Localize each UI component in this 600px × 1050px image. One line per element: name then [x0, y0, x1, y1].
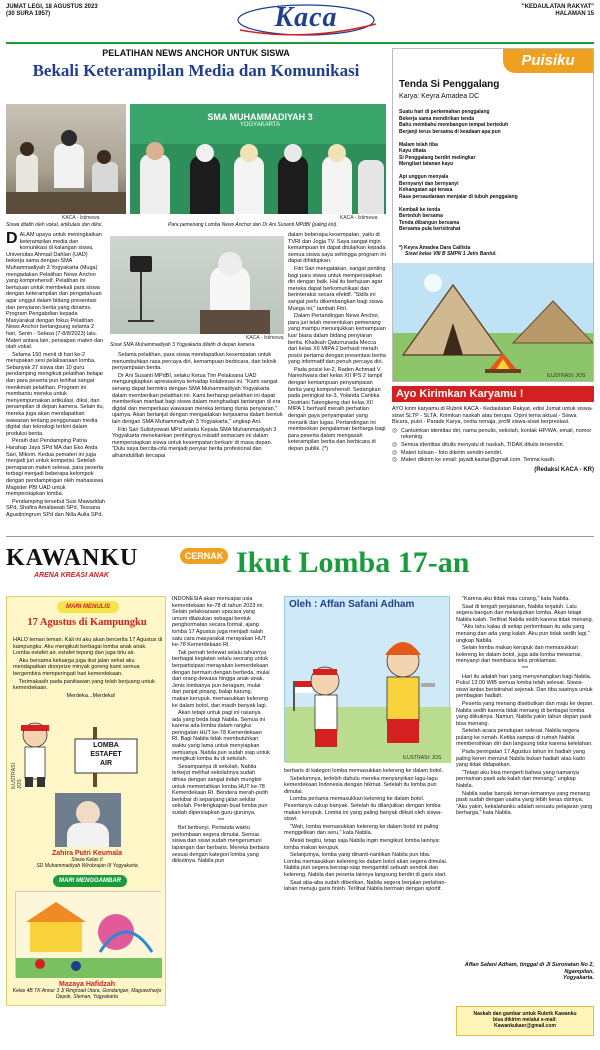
date-line1: JUMAT LEGI, 18 AGUSTUS 2023 — [6, 4, 98, 10]
footer-line2: bisa dikirim melalui e-mail: — [493, 1017, 557, 1024]
poem-title: Tenda Si Penggalang — [399, 79, 500, 90]
poem-line: Tenda dibangun bersama — [399, 219, 460, 226]
cernak-col3-sep: *** — [521, 665, 529, 672]
author-bio1: Affan Safani Adham, tinggal di Jl Suronatan No 2, Ngampilan, — [464, 962, 594, 975]
menggambar-badge-text: MARI MENGGAMBAR — [59, 878, 121, 884]
cernak-col3-p5: Hari itu adalah hari yang menyenangkan bagi Nabila. Pukul 13.00 WIB semua lomba telah selesai. Siswa-siswi lantas beristirahat sejenak. Dan tiba saatnya untuk pembagian hadiah. — [456, 673, 593, 700]
estafet-sign — [75, 741, 137, 768]
poem-body — [399, 109, 589, 233]
kawanku-sub: ARENA KREASI ANAK — [34, 572, 109, 579]
article1-col2-p3: Fitri Sari Sulistyowati MPd selaku Kepala SMA Muhammadiyah 3 Yogyakarta menekankan pentingnya inisiatif semacam ini dalam mempersiapkan siswa untuk kesempatan berkarir di masa depan. "Dulu saya bercita-cita menjadi penyiar berita profesional dan alhamdulillah tercapai — [112, 426, 277, 459]
cernak-col1-p3: Akan tetapi untuk pagi ini rasanya ada yang beda bagi Nabila. Semua ini karena ada lomba dalam rangka peringatan HUT ke-78 Kemerdekaan RI. Bagi Nabila tidak membutuhkan waktu yang lama untuk menyiapkan semuanya. Nabila pun sudah siap untuk mengikuti lomba itu di sekolah. — [172, 710, 270, 763]
poem-line: Berteduh bersama — [399, 213, 443, 219]
cernak-col1-sep: *** — [217, 817, 225, 824]
photo3-caption: Siswi SMA Muhammadiyah 3 Yogyakarta dilatih di depan kamera. — [110, 342, 256, 348]
logo-text: Kaca — [274, 2, 338, 33]
article-title: Bekali Keterampilan Media dan Komunikasi — [32, 61, 360, 80]
poem-line: Mengitari tatanan kayu — [399, 161, 454, 167]
ayo-item: ◎ Semua identitas ditulis menyatu di naskah, TIDAK ditulis tersendiri. — [392, 442, 594, 449]
poem-line: Kehangatan api terasa — [399, 187, 453, 193]
cernak-col2-p5: Meski begitu, tetap saja Nabila ingin mengikuti lomba lainnya: lomba makan kerupuk. — [284, 837, 441, 851]
poem-line: Berjanji terus bersama di keadaan apa pun — [399, 128, 501, 135]
article1-col3-p2: Fitri Sari mengatakan, sangat penting bagi para siswa untuk mempersiapkan diri dengan baik. Hal itu bertujuan agar mereka dapat berkomunikasi dan berinteraksi secara efektif. "Skills ini sangat perlu dikembangkan bagi siswa Muega ini," tambah Fitri. — [288, 265, 386, 312]
drawer-info — [11, 981, 163, 1000]
poem-line: Malam telah tiba — [399, 141, 438, 148]
poem-line: Bersama pula beristirahat — [399, 226, 461, 232]
menulis-badge-text: MARI MENULIS — [66, 604, 110, 610]
writer-info — [11, 850, 163, 869]
page-number: HALAMAN 15 — [555, 11, 594, 17]
photo2-sign — [200, 112, 320, 142]
photo-training-class — [6, 104, 126, 214]
photo-camera-training — [110, 236, 284, 334]
ayo-kirim-box — [392, 386, 594, 473]
sign-line3: AIR — [99, 760, 113, 767]
poem-line: Si Penggalang berdiri melingkar — [399, 154, 476, 161]
cernak-col3-p7: Setelah acara penutupan selesai, Nabila segera pulang ke rumah. Ketika sampai di rumah Nabila membersihkan diri dan langsung tidur karena kelelahan. — [456, 728, 593, 748]
ayo-title: Ayo Kirimkan Karyamu ! — [392, 386, 594, 402]
menulis-title: 17 Agustus di Kampungku — [27, 617, 147, 628]
menulis-badge — [57, 601, 119, 613]
ayo-signoff: (Redaksi KACA - KR) — [534, 466, 594, 473]
cernak-col3-p1: "Karena aku tidak mau curang," kata Nabila. — [462, 596, 570, 602]
drawer-name: Mazaya Hafidzah — [58, 981, 116, 988]
drawer-detail2: Depok, Sleman, Yogyakarta — [56, 994, 118, 1001]
cernak-author-bio — [456, 962, 594, 982]
article1-col2-p1: Selama pelatihan, para siswa mendapatkan kesempatan untuk menumbuhkan rasa percaya diri, kemampuan berbicara, dan teknik penyampaian berita. — [112, 352, 277, 372]
photo1-caption: Siswa dilatih oleh vokal, artikulasi dan diksi. — [6, 222, 103, 228]
photo2-sign-text: SMA MUHAMMADIYAH 3 — [207, 112, 313, 122]
cernak-byline: Oleh : Affan Safani Adham — [289, 599, 415, 610]
drawer-detail1: Kelas 4B TK Annur 3 Jl Ringroad Utara, Gondangan, Maguwoharjo — [12, 988, 162, 994]
cernak-illustration — [284, 596, 450, 762]
cernak-badge-text: CERNAK — [184, 551, 224, 561]
cernak-col2 — [284, 768, 448, 894]
cernak-col3 — [456, 596, 594, 818]
ayo-intro: AYO kirim karyamu di Rubrik KACA - Kedaulatan Rakyat, edisi Jumat untuk siswa-siswi SLTP - SLTA. Kirimkan naskah atau berupa: Opini tema aktual - Siswa Bicara, puisi - Parade Karya, cerita remaja, profil siswa-siswi berprestasi. — [392, 406, 593, 426]
kawanku-logo — [6, 544, 182, 590]
sign-line2: ESTAFET — [90, 751, 122, 758]
article1-col1-p2: Selama 150 menit di hari ke-2 merupakan sesi pelaksanaan lomba. Sebanyak 27 siswa dan 10 guru pendamping mengikuti pelatihan belajar dan para peserta pun terlihat sangat menikmati pelatihan. Program ini membantu mereka untuk menyempurnakan artikulasi, diksi, dan penampilan di depan kamera. Selain itu, mereka juga akan mendapatkan wawasan tentang penggunaan media digital dan teknologi terkini dalam produksi berita. — [6, 351, 105, 437]
kaca-logo — [226, 0, 386, 40]
camp-illustration — [393, 263, 593, 381]
cernak-col1-p1: INDONESIA akan mencapai usia kemerdekaan ke-78 di tahun 2023 ini. Selain pelaksanaan upacara yang umum dilakukan sebagai bentuk penghormatan secara formal, ajang lomba 17 Agustus juga menjadi salah satu cara masyarakat merayakan HUT ke-78 Kemerdekaan RI. — [172, 596, 267, 649]
header-right — [522, 4, 594, 18]
menulis-p1: HALO teman teman. Kali ini aku akan bercerita 17 Agustus di kampungku. Aku mengikuti berbagai lomba anak anak. Lomba estafet air, estafet tepung dan juga tiriu air. — [13, 637, 163, 657]
article1-col1-p3: Peraih dari Pendamping Patria Harahap Jaya SPd MA dan Eko Anda Sari, Mikom. Kedua pemateri ini juga menjadi juri untuk kompetisi. Setelah pemaparan materi selesai, para peserta terbagi menjadi beberapa kelompok dengan pendampingan oleh mahasiswa Magister PBI UAD untuk mempersiapkan lomba. — [6, 438, 104, 498]
writer-name: Zahira Putri Keumala — [51, 850, 123, 857]
poem-line: Kembali ke tenda — [399, 206, 441, 213]
ayo-items — [392, 428, 594, 464]
photo-winners — [130, 104, 386, 214]
cernak-title: Ikut Lomba 17-an — [236, 546, 470, 579]
poem-line: Bahu membahu membangun tempat berteduh — [399, 122, 509, 128]
cernak-col1-p2: Tak pernah terlewat selalu tahunnya berbagai kegiatan selalu seorang untuk berpartisipasi merayakan kemerdekaan dengan bermain dengan berbeda, mulai dari orang dewasa hingga anak-anak. Jenis lombanya pun beragam, mulai dari panjat pinang, balap karung, makan kerupuk, memasukkan kelereng ke dalam botol, dan masih banyak lagi. — [172, 649, 270, 709]
cernak-col2-p4: "Wah, lomba memasukkan kelereng ke dalam botol ini paling menggelikan dan seru," kata Nabila. — [284, 823, 439, 837]
menulis-p3: Terimakasih pada panitiawan yang telah berjuang untuk kemerdekaan. — [13, 678, 155, 692]
article1-col3-p3: Dalam Pertandingan News Anchor, para juri telah menentukan pemenang yang mampu menunjukkan kemampuan luar biasa dalam bidang penyiaran berita. Khalisah Qaturrunada Mecca dari kelas XII MIPA 2 berhasil meraih posisi pertama dengan presentasi berita yang informatif dan penuh percaya diri. — [288, 313, 386, 366]
mari-menulis-box — [6, 596, 166, 1006]
poem-line: Kayu ditata — [399, 148, 426, 154]
poem-author: Karya: Keyra Amadea DC — [399, 93, 480, 100]
writer-class: Siswa Kelas II — [71, 857, 103, 863]
photo1-credit: KACA - Istimewa — [62, 215, 100, 221]
poem-line: Rasa persaudaraan menjalar di tubuh penggalang — [399, 193, 518, 200]
article1-col2-p2: Dr Ani Susanti MPdBI, selaku Ketua Tim Pelaksana UAD mengungkapkan apresiasinya terhadap kolaborasi ini. "Kami sangat senang dapat bermitra dengan SMA Muhammadiyah Yogyakarta dalam memberikan pelatihan ini. Kami berharap pelatihan ini dapat memberikan manfaat bagi siswa dalam menghadapi tantangan di era digital dan memperluas wawasan mereka tentang dunia penyiaran," ujarnya. Akan berlanjut dengan mengadakan kerjasama dalam bentuk lain dengan SMA Muhammadiyah 3 Yogyakarta," ungkap Ani. — [112, 372, 283, 425]
article1-col3-p1: dalam beberapa kesempatan, yaitu di TVRI dan Jogja TV. Saya sangat ingin kemampuan ini dapat ditularkan kepada semua siswa saya sehingga program ini dapat dihidupkan. — [288, 232, 386, 265]
cernak-col2-p2: Sebelumnya, terlebih dahulu mereka menyanyikan lagu-lagu kemerdekaan Indonesia dengan hikmat. Setelah itu lomba pun dimulai. — [284, 775, 438, 795]
writer-photo — [55, 793, 121, 847]
ayo-item: ◎ Materi tulisan - foto dikirim sendiri-sendiri. — [392, 450, 594, 457]
cernak-col3-p6: Peserta yang menang disebutkan dan maju ke depan. Nabila sedih karena tidak menang di berbagai lomba yang diikutinya. Namun, Nabila yakin tahun depan pasti bisa menang. — [456, 700, 594, 727]
poem-credit-school: Siswi kelas VIII B SMPN 1 Jetis Bantul. — [405, 251, 497, 258]
article1-col2 — [112, 352, 284, 461]
ayo-item: ◎ Materi dikirim ke email: jayadi.kastar@gmail.com. Terima kasih. — [392, 457, 594, 464]
poem-credit — [399, 245, 589, 257]
cernak-col3-p9: "Tetapi aku bisa mengerti bahwa yang namanya permainan pasti ada kalah dan menang," ungkap Nabila. — [456, 769, 579, 790]
puisiku-box — [392, 48, 594, 382]
photo3-credit: KACA - Istimewa — [246, 335, 284, 341]
footer-line1: Naskah dan gambar untuk Rubrik Kawanku — [473, 1011, 577, 1017]
menulis-p2: Aku bersama keluarga juga ikut jalan sehat aku mendapatkan doorprize minyak goreng kami semua bergembira memperingati hari kemerdekaan. — [13, 657, 140, 677]
cernak-col1-p4: Sesampainya di sekolah, Nabila terkejut melihat sekolahnya sudah dihias dengan sangat indah mungkin untuk memeriahkan lomba HUT ke-78 Kemerdekaan RI. Bendera merah-putih berkibar di sepanjang jalan sekitar sekolah. Perlengkapan buat lomba pun sudah dipersiapkan guru-gurunya. — [172, 763, 268, 816]
cernak-col2-p3: Lomba pertama memasukkan kelereng ke dalam botol. Pesertanya cukup banyak. Setelah itu dilanjutkan dengan lomba makan kerupuk. Lomba ini yang paling banyak diikuti oleh siswa-siswi. — [284, 796, 443, 823]
poem-line: Api unggun menyala — [399, 174, 449, 180]
poem-illus-credit: ILUSTRASI: JOS — [547, 373, 586, 379]
author-bio2: Yogyakarta. — [563, 975, 594, 982]
child-drawing — [15, 891, 161, 977]
menulis-p4: Merdeka...Merdeka! — [66, 692, 116, 699]
poem-line: Bekerja sama mendirikan tenda — [399, 115, 475, 122]
photo2-caption: Para pemenang Lomba News Anchor dan Dr Ani Susanti MPdBI (paling kiri). — [168, 222, 338, 228]
section-divider — [6, 536, 594, 537]
writer-school: SD Muhammadiyah Wirobrajan III Yogyakarta — [36, 863, 138, 870]
cernak-badge — [180, 548, 228, 564]
photo2-sign-sub: YOGYAKARTA — [239, 122, 281, 128]
cernak-col3-p10: Nabila sadar banyak teman-temannya yang menang pasti sudah dengan usaha yang lebih keras darinya. "Aku yakin, kekalahanku adalah sesuatu pelajaran yang berharga," kata Nabila. — [456, 790, 593, 817]
header-rule — [6, 42, 594, 44]
cernak-col3-p2: Saat di tengah perjalanan, Nabila terjatuh. Lalu segera bangun dan melanjutkan lomba. Akan tetapi Nabila kalah. Terlihat Nabila sedih karena tidak menang. — [456, 603, 594, 623]
cernak-col3-p3: "Aku tahu kalau di setiap perlombaan itu ada yang menang dan ada yang kalah. Aku pun tidak sedih lagi," ungkap Nabila. — [456, 624, 590, 644]
cernak-col3-p4: Selain lomba makan kerupuk dan memasukkan kelereng ke dalam botol, juga ada lomba mewarnai, menyanyi dan membaca teks proklamasi. — [456, 645, 582, 665]
poem-credit-name: *) Keyra Amadea Dara Callista — [399, 245, 471, 251]
cernak-footer-box — [456, 1006, 594, 1036]
article1-col1-p4: Pendamping tersebut Susi Mawaddah SPd, Shafira Amaliawati SPd, Tessana Agustiningrum SPd dan Nilla Aulia SPd. — [6, 498, 105, 518]
article-pelatihan — [6, 48, 386, 81]
article1-col3-p4: Pada posisi ke-2, Raden Achmad V Nareshwara dari kelas XII IPS 2 tampil dengan kemampuan penyampaian berita yang komprehensif. Sedangkan pada peringkat ke-3, Yolanda Cantika Destriani Tatengkeng dari kelas XII MIPA 1 berhasil meraih perhatian dengan gaya penyampaian yang menarik dan lugas. Pertandingan ini memberikan pengalaman berharga bagi para peserta dalam mengasah keterampilan berita dan berbicara di depan publik. (*) — [288, 366, 386, 452]
kawanku-logo-text: KAWANKU — [6, 545, 139, 571]
footer-email[interactable]: Kawankukaer@gmail.com — [494, 1023, 556, 1030]
header-date — [6, 4, 98, 18]
menulis-body — [13, 637, 163, 700]
puisiku-badge — [503, 49, 593, 73]
ayo-item: ◎ Cantumkan identitas diri, nama penulis, sekolah, kontak HP/WA, email, nomor rekening. — [392, 428, 594, 441]
article1-col3 — [288, 232, 386, 454]
cernak-col1 — [172, 596, 270, 866]
menulis-illustration — [13, 717, 163, 789]
cernak-illus-credit: ILUSTRASI: JOS — [403, 755, 442, 761]
article1-col1 — [6, 232, 106, 520]
cernak-col2-p1: berbaris di kategori lomba memasukkan kelereng ke dalam botol. — [284, 768, 443, 774]
poem-line: Suatu hari di perkemahan penggalang — [399, 109, 490, 115]
cernak-col2-p7: Saat aba-aba sudah diberikan, Nabila segera berjalan perlahan-lahan menuju garis finish. Terlihat Nabila bermain dengan sportif. — [284, 879, 447, 893]
puisiku-badge-text: Puisiku — [521, 52, 575, 69]
paper-name: "KEDAULATAN RAKYAT" — [521, 4, 594, 10]
menulis-illus-credit: ILUSTRASI: JOS — [11, 761, 24, 789]
cernak-col2-p6: Selanjutnya, lomba yang dinanti-nantikan Nabila pun tiba. Lomba memasukkan kelereng ke dalam botol akan segera dimulai. Nabila pun segera bersiap-siap mengambil sebuah sendok dan kelereng. Nabila dan peserta lainnya langsung berdiri di garis start. — [284, 852, 448, 878]
date-line2: (30 SURA 1957) — [6, 11, 51, 17]
menggambar-badge — [53, 875, 127, 887]
photo2-credit: KACA - Istimewa — [340, 215, 378, 221]
cernak-col1-p5: Bel berbunyi. Pertanda waktu perlombaan segera dimulai. Semua siswa dan siswi sudah mengerumuni lapangan dan berbaris. Mereka berbaris sesuai dengan kategori lomba yang diikutinya. Nabila pun — [172, 825, 270, 865]
dropcap: D — [6, 230, 18, 247]
article1-col1-p1: DALAM upaya untuk meningkatkan keterampilan media dan komunikasi di kalangan siswa, Universitas Ahmad Dahlan (UAD) bekerja sama dengan SMA Muhammadiyah 3 Yogyakarta (Muga) mengadakan Pelatihan News Anchor yang komprehensif. Pelatihan ini bertujuan untuk membekali para siswa dengan keterampilan dan pengetahuan agar unggul dalam bidang presentasi dan penyiaran berita yang dinamis. Program Pengabdian kepada Masyarakat dengan fokus Pelatihan News Anchor berlangsung selama 2 hari, Senin - Selasa (7-8/8/2023) lalu. Materi antara lain, persiapan materi dan olah vokal. — [6, 230, 104, 351]
sign-line1: LOMBA — [93, 742, 119, 749]
cernak-col3-p8: Pada peringatan 17 Agustus tahun ini hadiah yang paling keren menurut Nabila bukan hadiah atau kado yang tidak didapatkan. — [456, 749, 586, 769]
poem-line: Bernyanyi dan bernyanyi — [399, 180, 459, 187]
article-kicker: PELATIHAN NEWS ANCHOR UNTUK SISWA — [102, 48, 290, 58]
